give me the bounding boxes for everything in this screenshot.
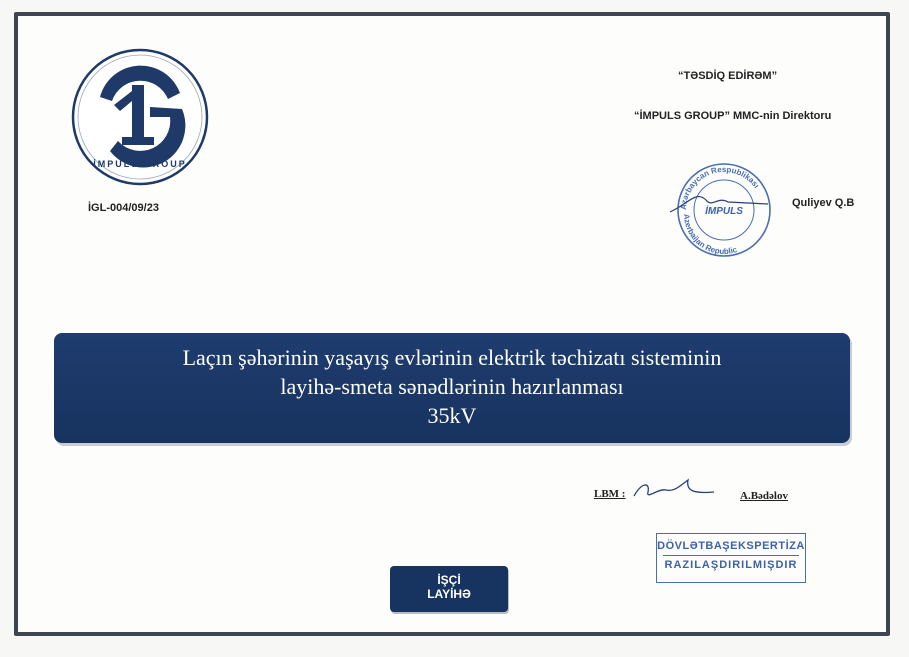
lbm-name: A.Bədəlov <box>740 490 788 502</box>
seal-ring-top: Azərbaycan Respublikası <box>678 164 762 211</box>
working-project-badge <box>390 566 508 612</box>
badge-line-1: İŞÇİ <box>437 573 461 587</box>
document-title <box>54 333 850 443</box>
title-line-2: layihə-smeta sənədlərinin hazırlanması <box>280 374 624 399</box>
expertise-line-1: DÖVLƏTBAŞEKSPERTİZA <box>657 540 805 552</box>
impuls-group-logo <box>70 47 210 187</box>
approval-position: “İMPULS GROUP” MMC-nin Direktoru <box>634 110 832 122</box>
company-seal <box>668 160 780 260</box>
seal-center: İMPULS <box>705 206 743 217</box>
title-line-3: 35kV <box>427 403 477 428</box>
lbm-signature <box>628 474 718 504</box>
expertise-line-2: RAZILAŞDIRILMIŞDIR <box>664 559 798 571</box>
seal-ring-bottom: Azerbaijan Republic <box>681 213 739 257</box>
badge-line-2: LAYİHƏ <box>427 587 471 601</box>
document-code: İGL-004/09/23 <box>88 202 159 214</box>
logo-text: İMPULS GROUP <box>93 159 187 169</box>
state-expertise-stamp <box>656 533 806 583</box>
title-line-1: Laçın şəhərinin yaşayış evlərinin elektrik təchizatı sisteminin <box>182 345 722 370</box>
lbm-label: LBM : <box>594 488 626 500</box>
approval-heading: “TƏSDİQ EDİRƏM” <box>678 70 778 82</box>
signer-name: Quliyev Q.B <box>792 197 855 209</box>
svg-text:Azerbaijan Republic <box>682 213 739 256</box>
